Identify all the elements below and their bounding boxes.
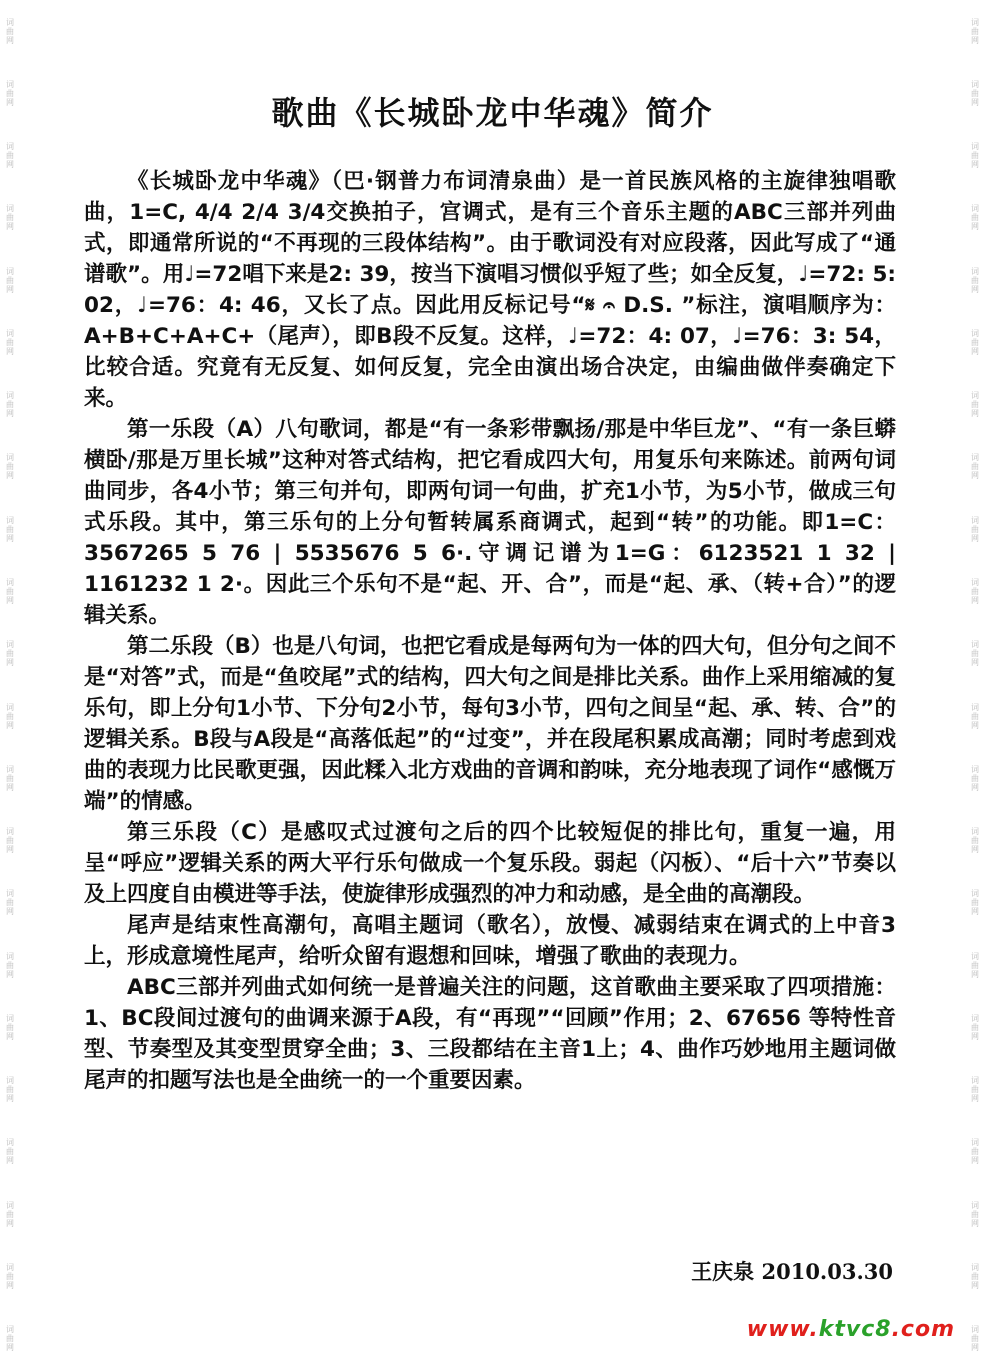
page-title: 歌曲《长城卧龙中华魂》简介 — [271, 94, 714, 132]
side-watermark-text: 词曲网 — [970, 1262, 980, 1290]
side-watermark-text: 词曲网 — [970, 453, 980, 481]
side-watermark-text: 词曲网 — [5, 79, 15, 107]
side-watermark-text: 词曲网 — [970, 951, 980, 979]
section-a-paragraph: 第一乐段（A）八句歌词，都是“有一条彩带飘扬/那是中华巨龙”、“有一条巨蟒横卧/那是万里长城”这种对答式结构，把它看成四大句，用复乐句来陈述。前两句词曲同步，各4小节；第三句并句，即两句词一句曲，扩充1小节，为5小节，做成三句式乐段。其中，第三乐句的上分句暂转属系商调式，起到“转”的功能。即1=C：3567265 5 76 | 5535676 5 6·.守调记谱为1=G：6123521 1 32 | 1161232 1 2·。因此三个乐句不是“起、开、合”，而是“起、承、（转+合）”的逻辑关系。 — [84, 417, 896, 628]
intro-paragraph: 《长城卧龙中华魂》（巴·钢普力布词清泉曲）是一首民族风格的主旋律独唱歌曲，1=C, 4/4 2/4 3/4交换拍子，宫调式，是有三个音乐主题的ABC三部并列曲式，即通常所说的“不再现的三段体结构”。由于歌词没有对应段落，因此写成了“通谱歌”。用♩=72唱下来是2: 39，按当下演唱习惯似乎短了些；如全反复，♩=72: 5: 02，♩=76：4: 46，又长了点。因此用反标记号“𝄋 𝄐 D.S. ”标注，演唱顺序为：A+B+C+A+C+（尾声），即B段不反复。这样，♩=72：4: 07，♩=76：3: 54，比较合适。究竟有无反复、如何反复，完全由演出场合决定，由编曲做伴奏确定下来。 — [84, 169, 896, 411]
side-watermark-text: 词曲网 — [5, 1200, 15, 1228]
side-watermark-text: 词曲网 — [5, 1138, 15, 1166]
side-watermark-text: 词曲网 — [5, 640, 15, 668]
unity-paragraph: ABC三部并列曲式如何统一是普遍关注的问题，这首歌曲主要采取了四项措施：1、BC段间过渡句的曲调来源于A段，有“再现”“回顾”作用；2、67656 等特性音型、节奏型及其变型贯穿全曲；3、三段都结在主音1上；4、曲作巧妙地用主题词做尾声的扣题写法也是全曲统一的一个重要因素。 — [84, 975, 896, 1093]
section-b-paragraph: 第二乐段（B）也是八句词，也把它看成是每两句为一体的四大句，但分句之间不是“对答”式，而是“鱼咬尾”式的结构，四大句之间是排比关系。曲作上采用缩减的复乐句，即上分句1小节、下分句2小节，每句3小节，四句之间呈“起、承、转、合”的逻辑关系。B段与A段是“高落低起”的“过变”，并在段尾积累成高潮；同时考虑到戏曲的表现力比民歌更强，因此糅入北方戏曲的音调和韵味，充分地表现了词作“感慨万端”的情感。 — [84, 634, 896, 814]
side-watermark-text: 词曲网 — [970, 1200, 980, 1228]
site-watermark — [747, 1317, 955, 1342]
side-watermark-text: 词曲网 — [5, 827, 15, 855]
side-watermark-text: 词曲网 — [970, 391, 980, 419]
side-watermark-text: 词曲网 — [5, 1262, 15, 1290]
side-watermark-text: 词曲网 — [5, 578, 15, 606]
watermark-prefix: www. — [746, 1317, 819, 1342]
side-watermark-text: 词曲网 — [970, 640, 980, 668]
side-watermark-text: 词曲网 — [5, 889, 15, 917]
side-watermark-text: 词曲网 — [970, 17, 980, 45]
watermark-domain: ktvc8 — [818, 1317, 892, 1342]
side-watermark-text: 词曲网 — [970, 266, 980, 294]
left-side-watermark-strip — [2, 0, 18, 1370]
side-watermark-text: 词曲网 — [5, 1013, 15, 1041]
side-watermark-text: 词曲网 — [970, 1325, 980, 1353]
side-watermark-text: 词曲网 — [970, 578, 980, 606]
side-watermark-text: 词曲网 — [970, 889, 980, 917]
right-side-watermark-strip — [967, 0, 983, 1370]
side-watermark-text: 词曲网 — [5, 17, 15, 45]
side-watermark-text: 词曲网 — [5, 204, 15, 232]
section-c-paragraph: 第三乐段（C）是感叹式过渡句之后的四个比较短促的排比句，重复一遍，用呈“呼应”逻辑关系的两大平行乐句做成一个复乐段。弱起（闪板）、“后十六”节奏以及上四度自由模进等手法，使旋律形成强烈的冲力和动感，是全曲的高潮段。 — [84, 820, 896, 907]
side-watermark-text: 词曲网 — [5, 453, 15, 481]
side-watermark-text: 词曲网 — [970, 1076, 980, 1104]
side-watermark-text: 词曲网 — [970, 515, 980, 543]
side-watermark-text: 词曲网 — [5, 1076, 15, 1104]
watermark-suffix: .com — [891, 1317, 955, 1342]
side-watermark-text: 词曲网 — [970, 204, 980, 232]
side-watermark-text: 词曲网 — [5, 266, 15, 294]
side-watermark-text: 词曲网 — [970, 79, 980, 107]
side-watermark-text: 词曲网 — [970, 1138, 980, 1166]
side-watermark-text: 词曲网 — [5, 1325, 15, 1353]
side-watermark-text: 词曲网 — [970, 764, 980, 792]
side-watermark-text: 词曲网 — [970, 702, 980, 730]
side-watermark-text: 词曲网 — [5, 142, 15, 170]
side-watermark-text: 词曲网 — [970, 1013, 980, 1041]
side-watermark-text: 词曲网 — [970, 827, 980, 855]
side-watermark-text: 词曲网 — [970, 142, 980, 170]
article-body — [84, 166, 896, 1096]
side-watermark-text: 词曲网 — [5, 391, 15, 419]
side-watermark-text: 词曲网 — [5, 702, 15, 730]
side-watermark-text: 词曲网 — [5, 515, 15, 543]
side-watermark-text: 词曲网 — [5, 764, 15, 792]
coda-paragraph: 尾声是结束性高潮句，高唱主题词（歌名），放慢、减弱结束在调式的上中音3上，形成意境性尾声，给听众留有遐想和回味，增强了歌曲的表现力。 — [84, 913, 896, 969]
side-watermark-text: 词曲网 — [5, 328, 15, 356]
side-watermark-text: 词曲网 — [970, 328, 980, 356]
author-signature: 王庆泉 2010.03.30 — [691, 1259, 893, 1284]
side-watermark-text: 词曲网 — [5, 951, 15, 979]
